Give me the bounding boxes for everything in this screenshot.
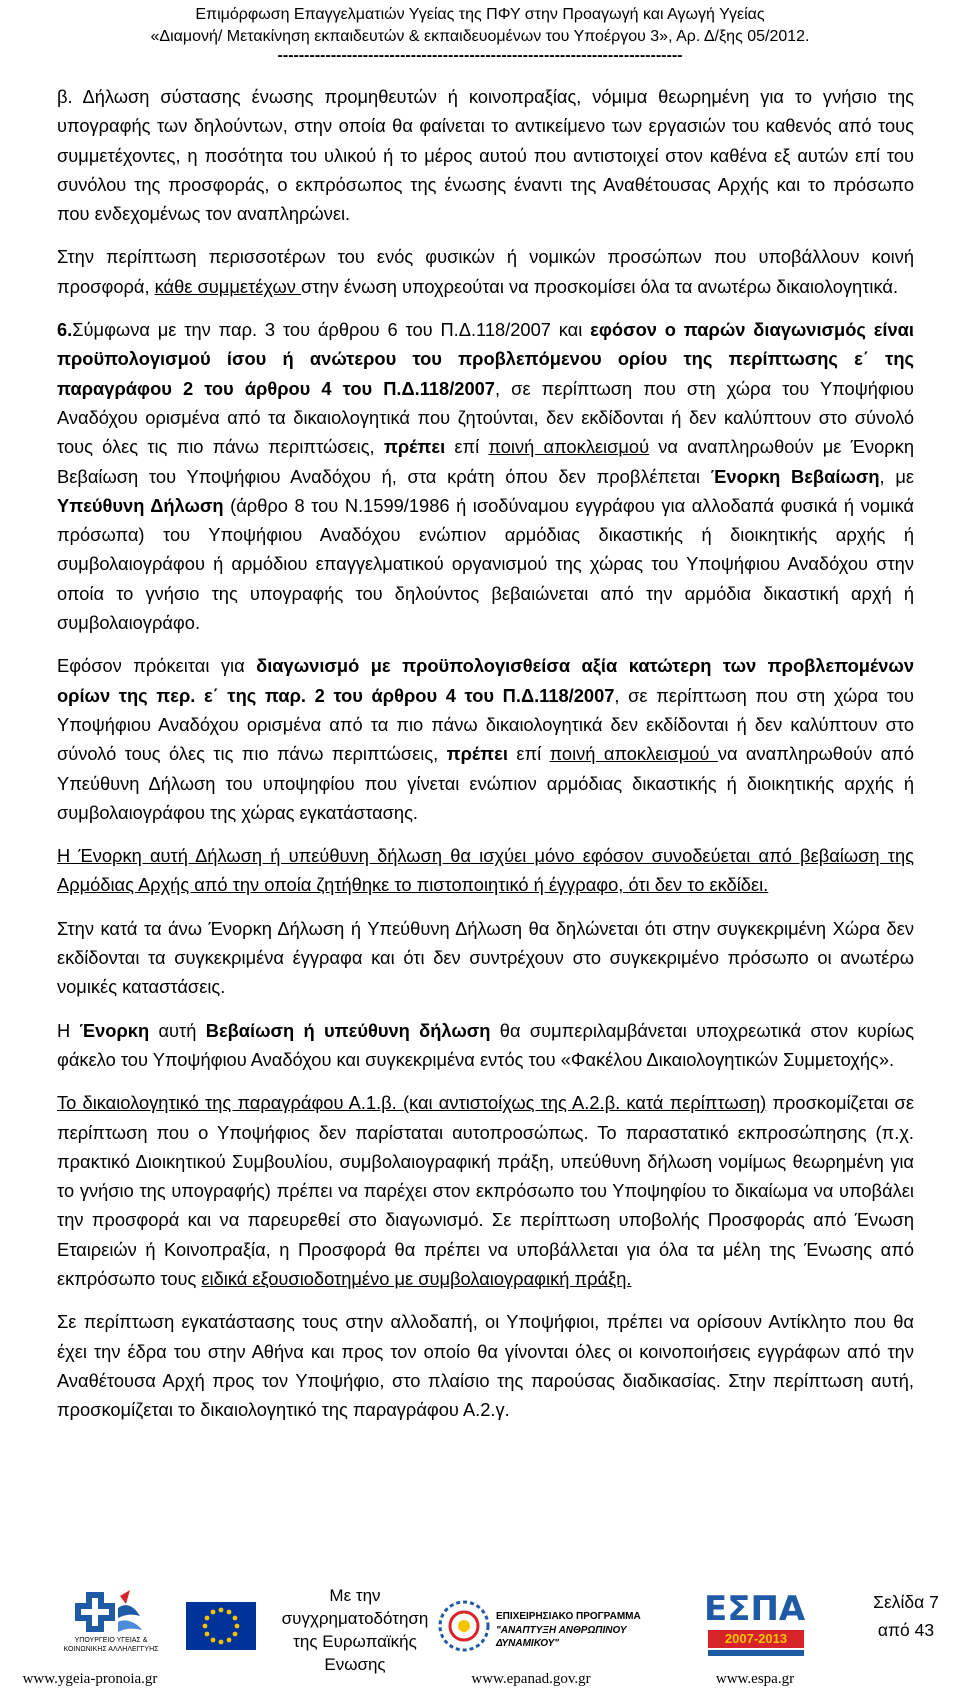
document-body <box>57 82 914 1438</box>
ministry-url: www.ygeia-pronoia.gr <box>22 1671 158 1687</box>
document-footer <box>0 1582 960 1687</box>
document-header <box>0 4 960 64</box>
eu-flag-icon <box>186 1602 256 1650</box>
ministry-emblem-icon <box>56 1588 166 1636</box>
espa-bar <box>708 1650 804 1656</box>
ministry-name-line-2: ΚΟΙΝΩΝΙΚΗΣ ΑΛΛΗΛΕΓΓΥΗΣ <box>63 1646 159 1653</box>
ministry-logo <box>56 1588 166 1658</box>
programme-emblem-icon <box>436 1598 492 1654</box>
programme-url: www.epanad.gov.gr <box>471 1671 591 1687</box>
header-line-1: Επιμόρφωση Επαγγελματιών Υγείας της ΠΦΥ στην Προαγωγή και Αγωγή Υγείας <box>195 6 765 23</box>
paragraph-sworn-content: Στην κατά τα άνω Ένορκη Δήλωση ή Υπεύθυνη Δήλωση θα δηλώνεται ότι στην συγκεκριμένη Χώρα δεν εκδίδονται τα συγκεκριμένα έγγραφα και ότι δεν συντρέχουν στο συγκεκριμένο πρόσωπο οι ανωτέρω νομικές καταστάσεις. <box>57 917 914 998</box>
espa-years: 2007-2013 <box>708 1630 804 1648</box>
ministry-name-line-1: ΥΠΟΥΡΓΕΙΟ ΥΓΕΙΑΣ & <box>74 1637 148 1644</box>
eu-flag <box>186 1602 256 1652</box>
paragraph-representation: Το δικαιολογητικό της παραγράφου Α.1.β. (και αντιστοίχως της Α.2.β. κατά περίπτωση) προσκομίζεται σε περίπτωση που ο Υποψήφιος δεν παρίσταται αυτοπροσώπως. Το παραστατικό εκπροσώπησης (π.χ. πρακτικό Διοικητικού Συμβουλίου, συμβολαιογραφική πράξη, υπεύθυνη δήλωση νομίμως θεωρημένη για το γνήσιο της υπογραφής) πρέπει να παρέχει στον εκπρόσωπο του Υποψηφίου το δικαίωμα να υποβάλει την προσφορά και να παρευρεθεί στο διαγωνισμό. Σε περίπτωση υποβολής Προσφοράς από Ένωση Εταιρειών ή Κοινοπραξία, η Προσφορά θα πρέπει να υποβάλλεται για όλα τα μέλη της Ένωσης από εκπρόσωπο τους ειδικά εξουσιοδοτημένο με συμβολαιογραφική πράξη. <box>57 1092 914 1289</box>
paragraph-sworn-validity: Η Ένορκη αυτή Δήλωση ή υπεύθυνη δήλωση θα ισχύει μόνο εφόσον συνοδεύεται από βεβαίωση της Αρμόδιας Αρχής από την οποία ζητήθηκε το πιστοποιητικό ή έγγραφο, ότι δεν το εκδίδει. <box>57 845 914 896</box>
header-line-2: «Διαμονή/ Μετακίνηση εκπαιδευτών & εκπαιδευομένων του Υποέργου 3», Αρ. Δ/ξης 05/2012. <box>150 28 810 45</box>
paragraph-foreign-agent: Σε περίπτωση εγκατάστασης τους στην αλλοδαπή, οι Υποψήφιοι, πρέπει να ορίσουν Αντίκλητο που θα έχει την έδρα του στην Αθήνα και προς τον οποίο θα γίνονται όλες οι κοινοποιήσεις εγγράφων από την Αναθέτουσα Αρχή προς τον Υποψήφιο, στο πλαίσιο της παρούσας διαδικασίας. Στην περίπτωση αυτή, προσκομίζεται το δικαιολογητικό της παραγράφου Α.2.γ. <box>57 1311 914 1421</box>
paragraph-6: 6.Σύμφωνα με την παρ. 3 του άρθρου 6 του Π.Δ.118/2007 και εφόσον ο παρών διαγωνισμός είναι προϋπολογισμού ίσου ή ανώτερου του προβλεπόμενου ορίου της περίπτωσης ε΄ της παραγράφου 2 του άρθρου 4 του Π.Δ.118/2007, σε περίπτωση που στη χώρα του Υποψήφιου Αναδόχου ορισμένα από τα δικαιολογητικά που ζητούνται, δεν εκδίδονται ή δεν καλύπτουν στο σύνολό τους όλες τις πιο πάνω περιπτώσεις, πρέπει επί ποινή αποκλεισμού να αναπληρωθούν με Ένορκη Βεβαίωση του Υποψήφιου Αναδόχου ή, στα κράτη όπου δεν προβλέπεται Ένορκη Βεβαίωση, με Υπεύθυνη Δήλωση (άρθρο 8 του Ν.1599/1986 ή ισοδύναμου εγγράφου για αλλοδαπά φυσικά ή νομικά πρόσωπα) του Υποψήφιου Αναδόχου ενώπιον αρμόδιας δικαστικής ή διοικητικής αρχής ή συμβολαιογράφου ή αρμόδιου επαγγελματικού οργανισμού της χώρας του Υποψήφιου Αναδόχου στην οποία το γνήσιο της υπογραφής του δηλούντος βεβαιώνεται από την αρμόδια δικαστική αρχή ή συμβολαιογράφο. <box>57 319 915 634</box>
espa-wordmark: ΕΣΠΑ <box>704 1589 806 1629</box>
page-number: Σελίδα 7 από 43 <box>873 1592 939 1640</box>
espa-url: www.espa.gr <box>715 1671 795 1687</box>
paragraph-sworn-envelope: Η Ένορκη αυτή Βεβαίωση ή υπεύθυνη δήλωση θα συμπεριλαμβάνεται υποχρεωτικά στον κυρίως φάκελο του Υποψήφιου Αναδόχου και συγκεκριμένα εντός του «Φακέλου Δικαιολογητικών Συμμετοχής». <box>57 1019 914 1070</box>
underlined-each-member: κάθε συμμετέχων <box>154 275 301 297</box>
programme-logo <box>436 1598 666 1658</box>
cofunding-text: Με την συγχρηματοδότηση της Ευρωπαϊκής Ενωσης <box>281 1586 429 1674</box>
header-separator: ---------------------------------------------------------------------------- <box>277 47 683 64</box>
programme-name-line-1: ΕΠΙΧΕΙΡΗΣΙΑΚΟ ΠΡΟΓΡΑΜΜΑ <box>496 1611 641 1622</box>
paragraph-joint-bid: Στην περίπτωση περισσοτέρων του ενός φυσικών ή νομικών προσώπων που υποβάλλουν κοινή προσφορά, κάθε συμμετέχων στην ένωση υποχρεούται να προσκομίσει όλα τα ανωτέρω δικαιολογητικά. <box>57 246 914 297</box>
paragraph-lower-budget: Εφόσον πρόκειται για διαγωνισμό με προϋπολογισθείσα αξία κατώτερη των προβλεπομένων ορίων της περ. ε΄ της παρ. 2 του άρθρου 4 του Π.Δ.118/2007, σε περίπτωση που στη χώρα του Υποψήφιου Αναδόχου ορισμένα από τα πιο πάνω δικαιολογητικά δεν εκδίδονται ή δεν καλύπτουν στο σύνολό τους όλες τις πιο πάνω περιπτώσεις, πρέπει επί ποινή αποκλεισμού να αναπληρωθούν από Υπεύθυνη Δήλωση του υποψηφίου που γίνεται ενώπιον αρμόδιας δικαστικής ή διοικητικής αρχής ή συμβολαιογράφου της χώρας εγκατάστασης. <box>57 655 915 823</box>
programme-name-line-2: "ΑΝΑΠΤΥΞΗ ΑΝΘΡΩΠΙΝΟΥ ΔΥΝΑΜΙΚΟΥ" <box>496 1625 627 1649</box>
espa-logo <box>700 1590 810 1660</box>
paragraph-beta: β. Δήλωση σύστασης ένωσης προμηθευτών ή κοινοπραξίας, νόμιμα θεωρημένη για το γνήσιο της υπογραφής των δηλούντων, στην οποία θα φαίνεται το αντικείμενο των εργασιών του καθενός από τους συμμετέχοντες, η ποσότητα του υλικού ή το μέρος αυτού που αντιστοιχεί στον καθένα εξ αυτών επί του συνόλου της προσφοράς, ο εκπρόσωπος της ένωσης έναντι της Αναθέτουσας Αρχής και το πρόσωπο που ενδεχομένως τον αναπληρώνει. <box>57 86 914 225</box>
